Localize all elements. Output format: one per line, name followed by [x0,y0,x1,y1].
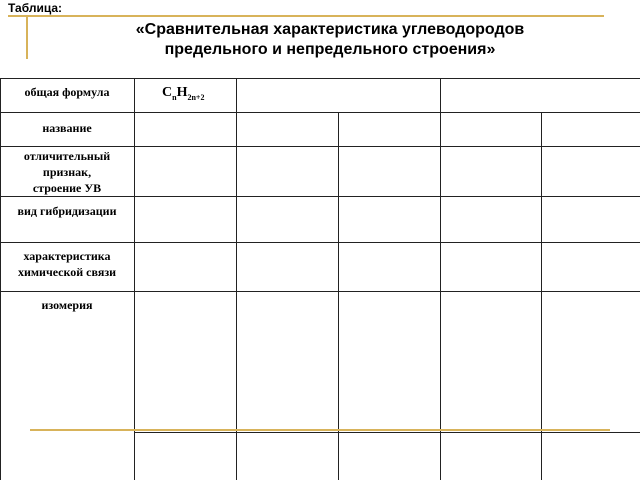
title-line-1: «Сравнительная характеристика углеводородов [135,21,525,38]
top-decorative-rule [8,15,604,17]
bottom-decorative-rule [30,429,610,431]
row-line-2 [0,146,640,147]
row-label-distinctive-feature [0,148,134,196]
title-line-2: предельного и непредельного строения» [164,41,496,58]
col-line-2 [236,78,237,480]
formula-h-subscript: 2n+2 [187,92,205,102]
row-label-bond-line-1: характеристика [23,249,111,263]
row-label-bond-characteristics [0,248,134,280]
left-decorative-rule [26,15,28,59]
alkane-general-formula [162,85,204,102]
row-line-3 [0,196,640,197]
table-caption-label: Таблица: [8,1,63,15]
row-label-distinctive-line-3: строение УВ [32,181,102,195]
table-border-top [0,78,640,79]
row-label-bond-line-2: химической связи [17,265,117,279]
formula-h: H [176,85,188,100]
row-label-isomerism: изомерия [41,298,93,312]
col-line-4 [440,78,441,480]
row-label-distinctive-line-1: отличительный [23,149,111,163]
page-title [40,20,620,60]
row-line-6 [134,432,640,433]
formula-c: C [162,85,173,100]
col-line-3 [338,112,339,480]
row-label-distinctive-line-2: признак, [42,165,92,179]
col-line-5 [541,112,542,480]
row-line-4 [0,242,640,243]
row-line-1 [0,112,640,113]
row-line-5 [0,291,640,292]
row-label-name: название [42,121,92,135]
row-label-hybridization: вид гибридизации [17,204,117,218]
col-line-1 [134,78,135,480]
row-label-general-formula: общая формула [24,85,110,99]
formula-c-subscript: n [172,92,177,102]
